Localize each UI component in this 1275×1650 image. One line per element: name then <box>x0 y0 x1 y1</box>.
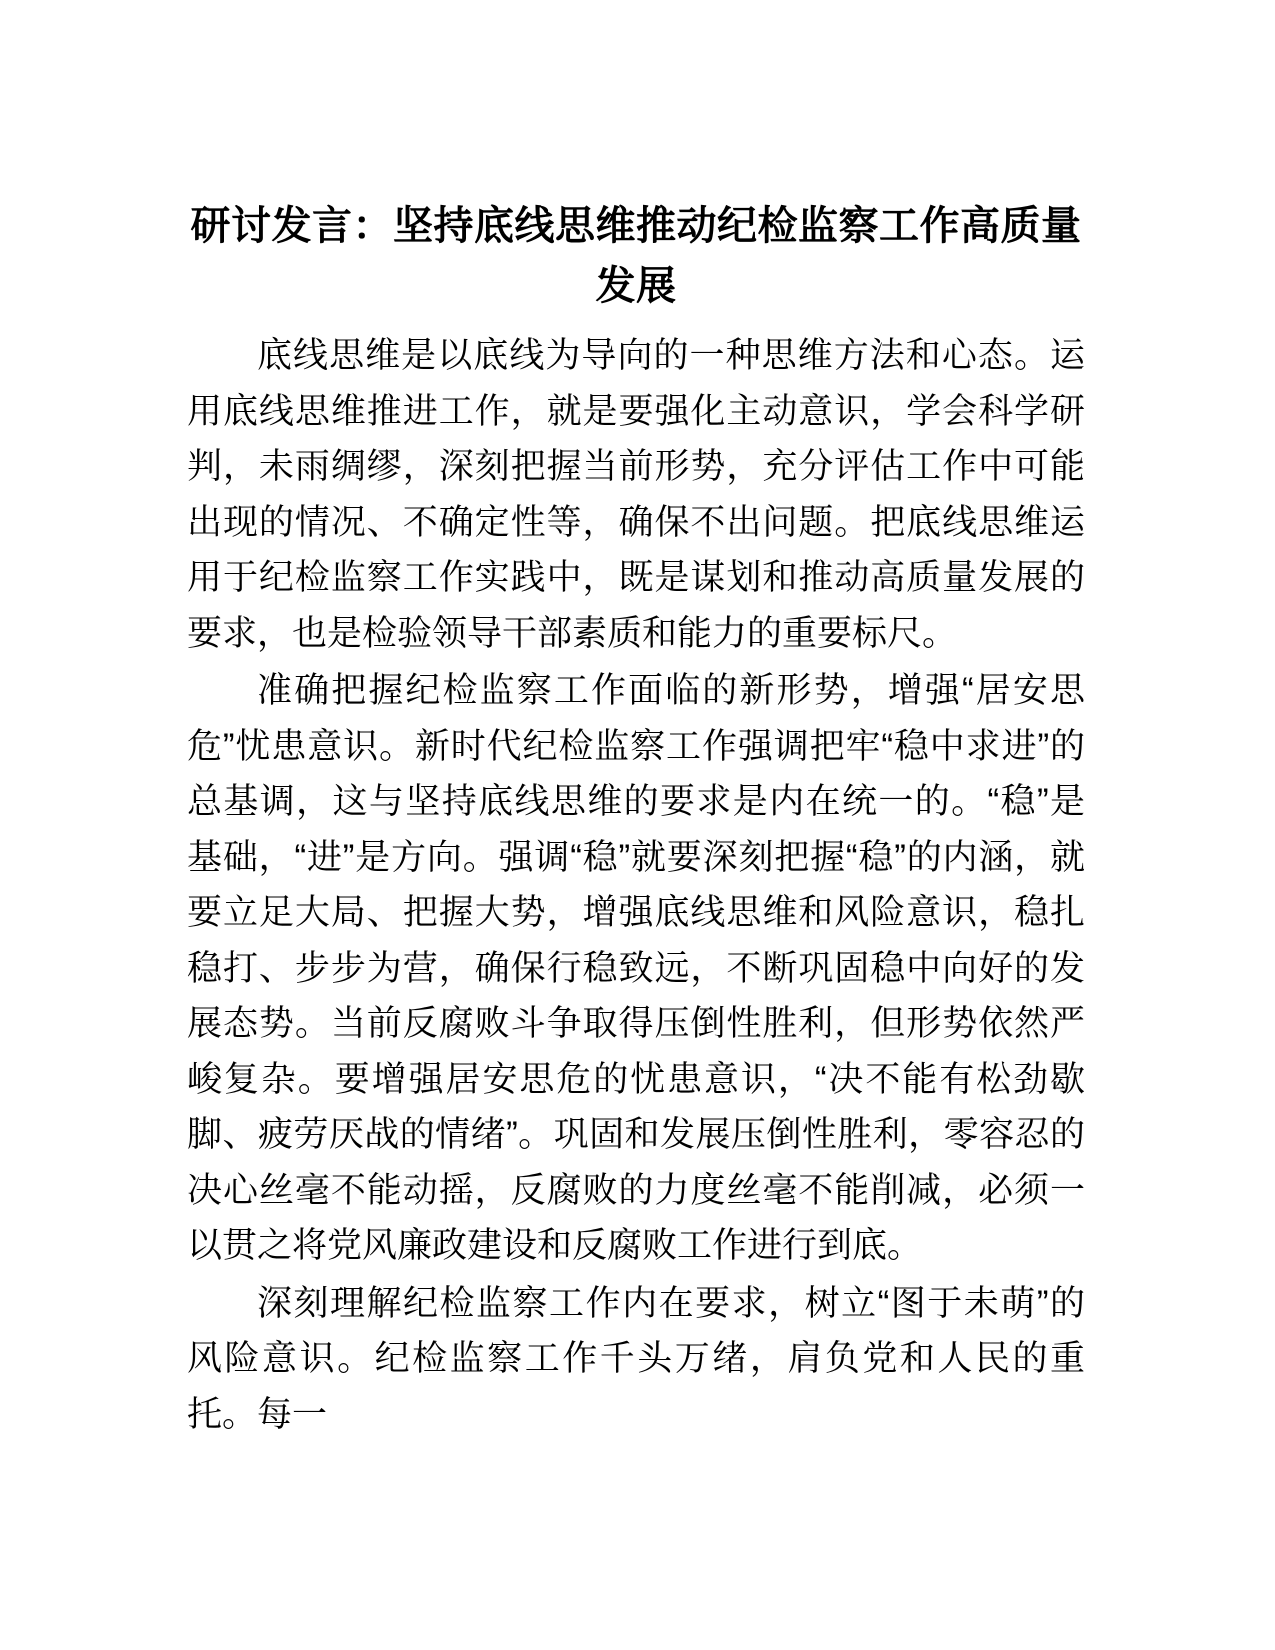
paragraph-2: 准确把握纪检监察工作面临的新形势，增强“居安思危”忧患意识。新时代纪检监察工作强调把牢“稳中求进”的总基调，这与坚持底线思维的要求是内在统一的。“稳”是基础，“进”是方向。强调“稳”就要深刻把握“稳”的内涵，就要立足大局、把握大势，增强底线思维和风险意识，稳扎稳打、步步为营，确保行稳致远，不断巩固稳中向好的发展态势。当前反腐败斗争取得压倒性胜利，但形势依然严峻复杂。要增强居安思危的忧患意识，“决不能有松劲歇脚、疲劳厌战的情绪”。巩固和发展压倒性胜利，零容忍的决心丝毫不能动摇，反腐败的力度丝毫不能削减，必须一以贯之将党风廉政建设和反腐败工作进行到底。 <box>187 671 1085 1265</box>
document-content <box>187 196 1085 1442</box>
paragraph-3: 深刻理解纪检监察工作内在要求，树立“图于未萌”的风险意识。纪检监察工作千头万绪，肩负党和人民的重托。每一 <box>187 1283 1085 1434</box>
paragraph-1: 底线思维是以底线为导向的一种思维方法和心态。运用底线思维推进工作，就是要强化主动意识，学会科学研判，未雨绸缪，深刻把握当前形势，充分评估工作中可能出现的情况、不确定性等，确保不出问题。把底线思维运用于纪检监察工作实践中，既是谋划和推动高质量发展的要求，也是检验领导干部素质和能力的重要标尺。 <box>187 336 1085 653</box>
page-title: 研讨发言：坚持底线思维推动纪检监察工作高质量发展 <box>190 204 1082 308</box>
